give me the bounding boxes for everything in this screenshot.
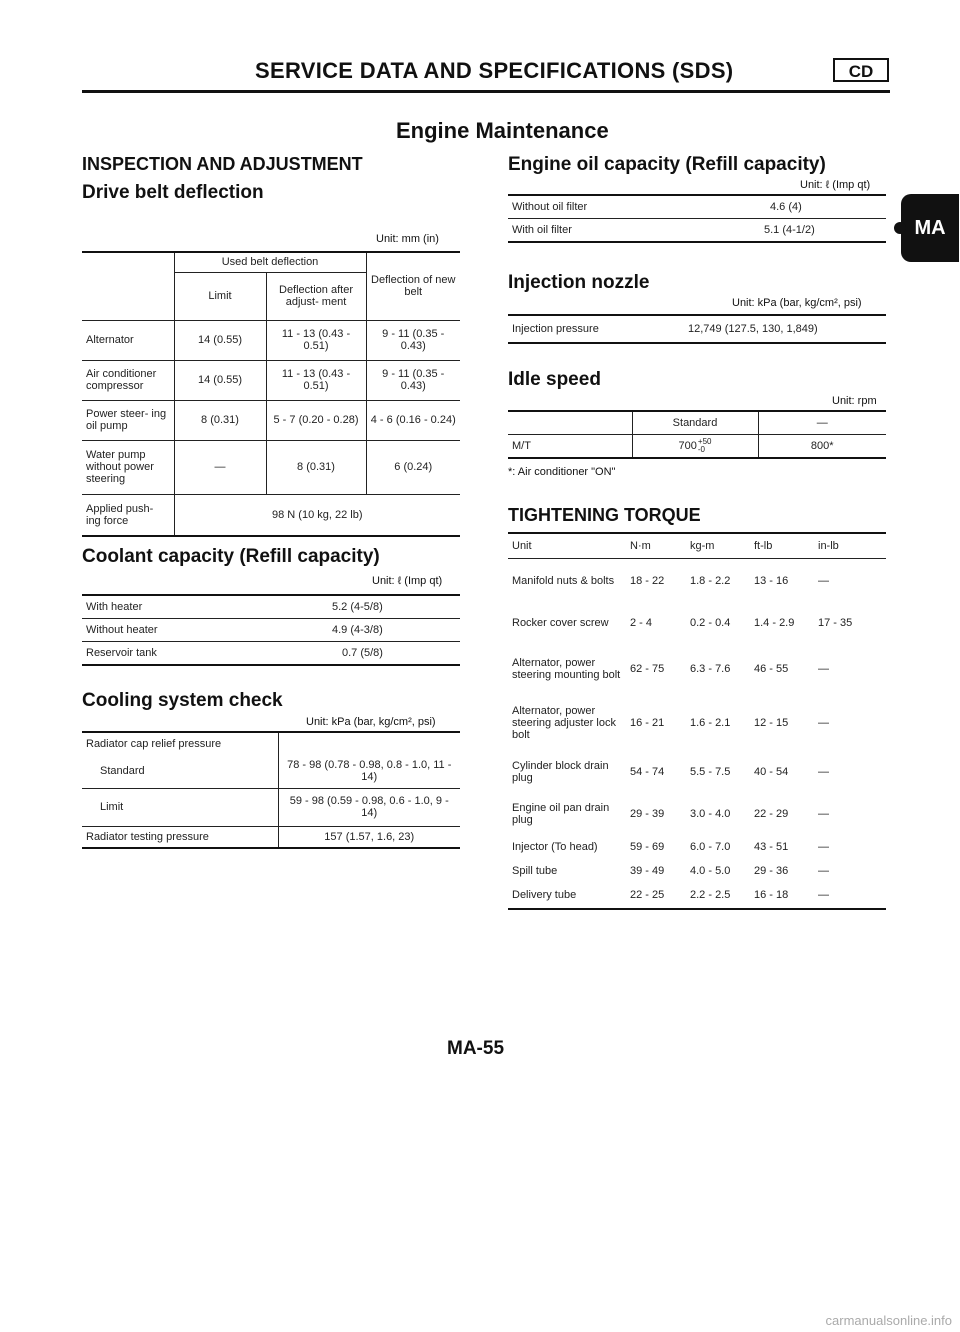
table-row [508,411,886,435]
table-row: Injector (To head) 59 - 69 6.0 - 7.0 43 - 51 — [512,840,829,853]
idle-row-label: M/T [508,435,632,459]
table-row: Water pump without power steering — 8 (0.31) 6 (0.24) [82,440,460,494]
idle-heading: Idle speed [508,369,601,390]
testing-pressure-label: Radiator testing pressure [82,826,278,848]
idle-table [508,410,886,459]
idle-standard-header: Standard [632,411,758,435]
injection-unit: Unit: kPa (bar, kg/cm², psi) [732,297,862,309]
table-row: Manifold nuts & bolts 18 - 22 1.8 - 2.2 13 - 16 — [512,574,829,587]
table-row: Unit N·m kg-m ft-lb in-lb [508,533,886,559]
page-number: MA-55 [447,1038,505,1059]
coolant-heading: Coolant capacity (Refill capacity) [82,546,380,567]
table-row: Injection pressure 12,749 (127.5, 130, 1,849) [508,315,886,343]
torque-heading: TIGHTENING TORQUE [508,505,701,525]
idle-unit: Unit: rpm [832,395,877,407]
cooling-check-unit: Unit: kPa (bar, kg/cm², psi) [306,716,436,728]
ma-side-tab [901,194,959,262]
table-row: Without heater 4.9 (4-3/8) [82,619,460,642]
engine-oil-unit: Unit: ℓ (Imp qt) [800,179,871,191]
table-row: Engine oil pan drain plug 29 - 39 3.0 - 4.0 22 - 29 — [512,801,829,826]
relief-pressure-label: Radiator cap relief pressure [82,732,278,754]
table-row: Reservoir tank 0.7 (5/8) [82,642,460,666]
table-row: Power steer- ing oil pump 8 (0.31) 5 - 7 (0.20 - 0.28) 4 - 6 (0.16 - 0.24) [82,400,460,440]
header-rule [82,90,890,93]
torque-table [508,532,886,910]
drive-belt-heading: Drive belt deflection [82,182,264,203]
table-row: Alternator, power steering mounting bolt 62 - 75 6.3 - 7.6 46 - 55 — [512,656,829,681]
idle-ac-value: 800* [758,435,886,459]
cooling-check-heading: Cooling system check [82,690,283,711]
engine-oil-table [508,194,886,243]
inspection-heading: INSPECTION AND ADJUSTMENT [82,154,363,174]
testing-pressure-value: 157 (1.57, 1.6, 23) [278,826,460,848]
cd-badge: CD [833,58,889,82]
page-header-title: SERVICE DATA AND SPECIFICATIONS (SDS) [255,58,734,83]
idle-standard-value: 700 +50 -0 [632,435,758,459]
table-row [508,435,886,459]
injection-heading: Injection nozzle [508,272,650,293]
push-force-label: Applied push- ing force [82,494,174,536]
injection-table [508,314,886,344]
new-belt-header: Deflection of new belt [366,252,460,320]
table-row: Delivery tube 22 - 25 2.2 - 2.5 16 - 18 — [508,883,886,909]
table-row: Rocker cover screw 2 - 4 0.2 - 0.4 1.4 - 2.9 17 - 35 [512,616,853,629]
table-row: Without oil filter 4.6 (4) [508,195,886,219]
table-row [82,494,460,536]
table-row: With heater 5.2 (4-5/8) [82,595,460,619]
push-force-value: 98 N (10 kg, 22 lb) [174,494,460,536]
limit-label: Limit [82,788,278,826]
table-row: With oil filter 5.1 (4-1/2) [508,219,886,243]
table-row: Alternator, power steering adjuster lock bolt 16 - 21 1.6 - 2.1 12 - 15 — [512,704,829,741]
standard-value: 78 - 98 (0.78 - 0.98, 0.8 - 1.0, 11 - 14) [278,754,460,788]
drive-belt-table [82,251,460,537]
limit-value: 59 - 98 (0.59 - 0.98, 0.6 - 1.0, 9 - 14) [278,788,460,826]
limit-header: Limit [174,272,266,320]
table-row: Spill tube 39 - 49 4.0 - 5.0 29 - 36 — [512,864,829,877]
coolant-table [82,594,460,666]
coolant-unit: Unit: ℓ (Imp qt) [372,575,443,587]
idle-dash-header: — [758,411,886,435]
engine-oil-heading: Engine oil capacity (Refill capacity) [508,154,826,175]
watermark: carmanualsonline.info [825,1313,952,1328]
section-title: Engine Maintenance [396,118,609,143]
drive-belt-unit: Unit: mm (in) [376,233,439,245]
idle-footnote: *: Air conditioner "ON" [508,466,616,478]
used-belt-header: Used belt deflection [174,252,366,272]
table-row: Air conditioner compressor 14 (0.55) 11 - 13 (0.43 - 0.51) 9 - 11 (0.35 - 0.43) [82,360,460,400]
tab-dot-icon [894,222,906,234]
ma-tab-label: MA [914,217,946,239]
table-row: Cylinder block drain plug 54 - 74 5.5 - 7.5 40 - 54 — [512,759,829,784]
cooling-check-table [82,731,460,849]
standard-label: Standard [82,754,278,788]
after-adjust-header: Deflection after adjust- ment [266,272,366,320]
table-row: Alternator 14 (0.55) 11 - 13 (0.43 - 0.51) 9 - 11 (0.35 - 0.43) [82,320,460,360]
